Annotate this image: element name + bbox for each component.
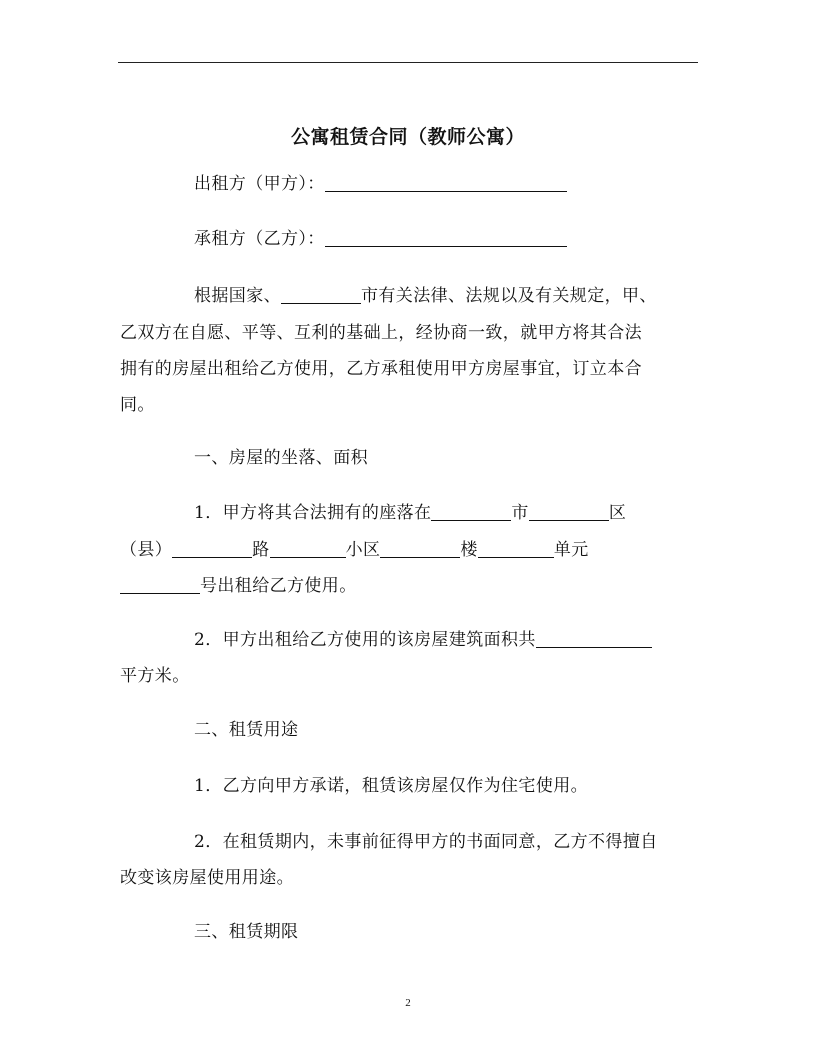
page-number: 2 <box>405 997 411 1009</box>
community-blank[interactable] <box>380 539 460 558</box>
clause-text: 路 <box>252 540 270 560</box>
clause-text: 号出租给乙方使用。 <box>200 576 357 596</box>
clause-text: 单元 <box>553 540 589 560</box>
county-blank[interactable] <box>172 539 252 558</box>
lessee-line <box>194 226 704 252</box>
section1-item1-line2 <box>120 537 700 563</box>
section1-item2-line2: 平方米。 <box>120 666 190 686</box>
lessor-line <box>194 171 704 197</box>
clause-text: （县） <box>120 540 173 560</box>
clause-text: 1．甲方将其合法拥有的座落在 <box>194 503 432 523</box>
lessor-blank[interactable] <box>325 173 567 192</box>
clause-text: 楼 <box>460 540 478 560</box>
district-blank[interactable] <box>529 502 609 521</box>
section2-item1: 1．乙方向甲方承诺，租赁该房屋仅作为住宅使用。 <box>194 776 589 796</box>
section2-item2-line2: 改变该房屋使用用途。 <box>120 868 294 888</box>
road-blank[interactable] <box>270 539 346 558</box>
section1-item2-line1 <box>194 627 704 653</box>
header-rule <box>118 62 698 63</box>
city-blank[interactable] <box>281 285 361 304</box>
clause-text: 小区 <box>345 540 381 560</box>
section2-item2-line1: 2．在租赁期内，未事前征得甲方的书面同意，乙方不得擅自 <box>194 832 658 852</box>
clause-text: 市 <box>511 503 529 523</box>
building-blank[interactable] <box>478 539 554 558</box>
location-city-blank[interactable] <box>431 502 511 521</box>
section1-item1-line3 <box>120 573 700 599</box>
lessee-label: 承租方（乙方）： <box>194 229 325 249</box>
section1-item1-line1 <box>194 500 704 526</box>
section1-heading: 一、房屋的坐落、面积 <box>194 448 368 468</box>
clause-text: 区 <box>608 503 627 523</box>
intro-line-1 <box>194 283 704 309</box>
unit-number-blank[interactable] <box>120 575 200 594</box>
lessor-label: 出租方（甲方）： <box>194 174 325 194</box>
area-blank[interactable] <box>536 629 652 648</box>
lessee-blank[interactable] <box>325 228 567 247</box>
intro-text: 根据国家、 <box>194 286 281 306</box>
intro-line-2: 乙双方在自愿、平等、互利的基础上，经协商一致，就甲方将其合法 <box>120 323 642 343</box>
section3-heading: 三、租赁期限 <box>194 922 299 942</box>
intro-text: 市有关法律、法规以及有关规定，甲、 <box>361 286 657 306</box>
document-title: 公寓租赁合同（教师公寓） <box>290 126 525 148</box>
clause-text: 2．甲方出租给乙方使用的该房屋建筑面积共 <box>194 630 536 650</box>
intro-line-4: 同。 <box>120 395 155 415</box>
section2-heading: 二、租赁用途 <box>194 720 299 740</box>
intro-line-3: 拥有的房屋出租给乙方使用，乙方承租使用甲方房屋事宜，订立本合 <box>120 359 642 379</box>
